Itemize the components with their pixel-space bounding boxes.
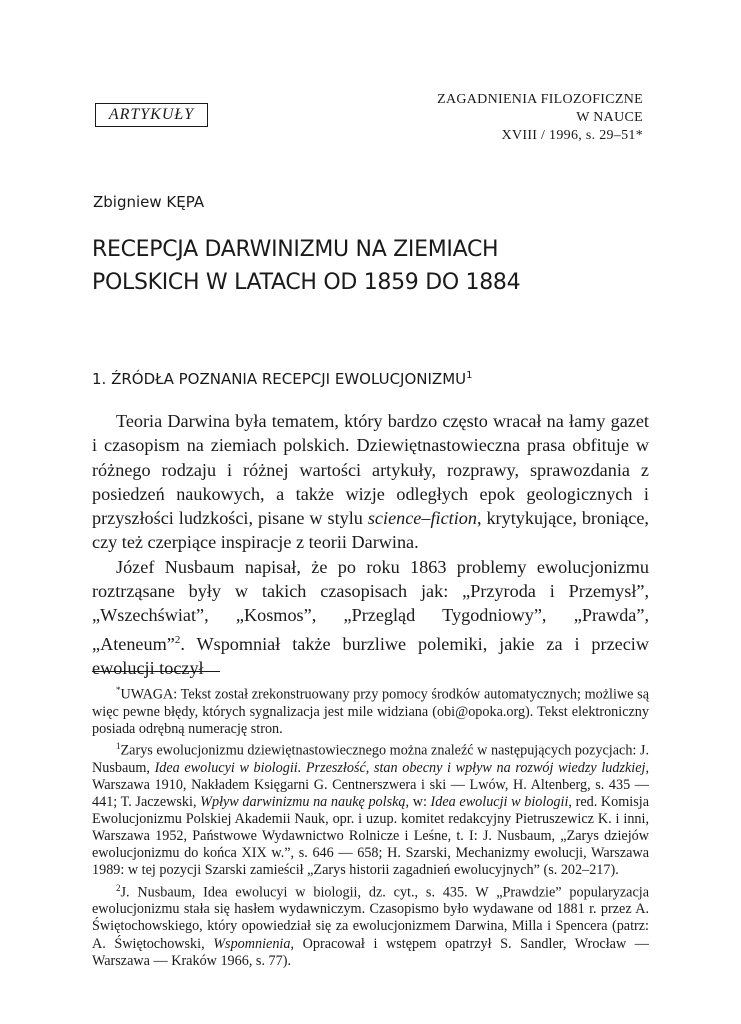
paragraph-2 [92,555,649,681]
journal-subtitle: W NAUCE [576,110,643,125]
journal-header [343,91,643,145]
footnote-1-emphasis-2: Wpływ darwinizmu na naukę polską [200,794,406,811]
footnote-1 [92,738,649,879]
section-heading [92,370,473,388]
footnote-ref-2: 2 [174,633,181,646]
paragraph-1 [92,409,649,555]
footnote-star-mark: * [116,685,121,695]
paragraph-2-text-a: Józef Nusbaum napisał, że po roku 1863 problemy ewolucjonizmu roztrząsane były w takich czasopisach jak: „Przyroda i Przemysł”, „Wszechświat”, „Kosmos”, „Przegląd Tygodniowy”, „Prawda”, „Ateneum” [92,556,649,654]
paragraph-1-text-a: Teoria Darwina była tematem, który bardzo często wracał na łamy gazet i czasopism na ziemiach polskich. Dziewiętnastowieczna prasa obfituje w różnego rodzaju i różnej wartości artykuły, rozprawy, sprawozdania z posiedzeń naukowych, a także wizje odległych epok geologicznych i przyszłości ludzkości, pisane w stylu [92,411,649,529]
footnote-2-mark: 2 [116,882,121,893]
footnote-1-text-a: Zarys ewolucjonizmu dziewiętnastowiecznego można znaleźć w następujących pozycjach: J. Nusbaum, [92,742,649,776]
footnote-star-text: UWAGA: Tekst został zrekonstruowany przy pomocy środków automatycznych; możliwe są więc pewne błędy, których sygnalizacja jest mile widziana (obi@opoka.org). Tekst elektroniczny posiada odrębną numerację stron. [92,686,649,737]
title-line-1: RECEPCJA DARWINIZMU NA ZIEMIACH [92,237,499,262]
footnote-2 [92,880,649,970]
paragraph-1-emphasis: science–fiction [367,508,477,529]
author-name: Zbigniew KĘPA [93,193,205,211]
footnote-1-text-d: , red. Komisja Ewolucjonizmu Polskiej Akademii Nauk, opr. i uzup. komitet redakcyjny Pietruszewicz K. i inni, Warszawa 1952, Państwowe Wydawnictwo Rolnicze i Leśne, t. I: J. Nusbaum, „Zarys dziejów ewolucjonizmu do końca XIX w.”, s. 646 — 658; H. Szarski, Mechanizmy ewolucji, Warszawa 1989: w tej pozycji Szarski zamieścił „Zarys historii zagadnień ewolucyjnych” (s. 202–217). [92,794,650,879]
journal-title: ZAGADNIENIA FILOZOFICZNE [437,92,643,107]
section-label: ARTYKUŁY [95,103,208,127]
footnote-star [92,682,649,738]
section-heading-text: 1. ŹRÓDŁA POZNANIA RECEPCJI EWOLUCJONIZMU [92,370,467,388]
footnote-1-text-c: , w: [405,794,431,811]
footnote-1-mark: 1 [116,741,121,752]
footnote-2-emphasis: Wspomnienia [213,935,291,952]
footnote-1-emphasis-3: Idea ewolucji w biologii [430,794,569,811]
footnotes [92,682,649,970]
title-line-2: POLSKICH W LATACH OD 1859 DO 1884 [92,270,521,295]
body-text [92,409,649,680]
footnote-2-text-b: , Opracował i wstępem opatrzył S. Sandler, Wrocław — Warszawa — Kraków 1966, s. 77). [92,935,649,969]
paragraph-1-text-b: , krytykujące, broniące, czy też czerpiące inspiracje z teorii Darwina. [92,508,649,553]
footnote-ref-1: 1 [466,370,473,381]
journal-citation: XVIII / 1996, s. 29–51* [501,128,643,143]
footnote-divider [92,671,220,672]
footnote-1-emphasis-1: Idea ewolucyi w biologii. Przeszłość, stan obecny i wpływ na rozwój wiedzy ludzkiej [154,759,646,776]
paragraph-2-text-b: . Wspomniał także burzliwe polemiki, jakie za i przeciw ewolucji toczył [92,633,649,679]
footnote-2-text-a: J. Nusbaum, Idea ewolucyi w biologii, dz. cyt., s. 435. W „Prawdzie” popularyzacja ewolucjonizmu stała się hasłem wydawniczym. Czasopismo było wydawane od 1881 r. przez A. Świętochowskiego, który opowiedział się za ewolucjonizmem Darwina, Milla i Spencera (patrz: A. Świętochowski, [92,884,649,952]
article-title [92,233,652,299]
footnote-1-text-b: , Warszawa 1910, Nakładem Księgarni G. Centnerszwera i ski — Lwów, H. Altenberg, s. 435 — 441; T. Jaczewski, [92,759,649,811]
